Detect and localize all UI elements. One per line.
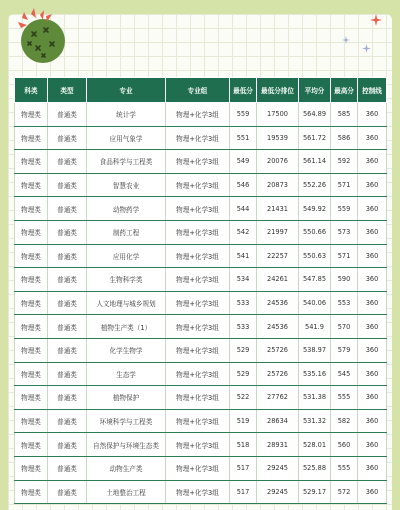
min-score-cell: 549 xyxy=(230,150,257,174)
max-score-cell: 590 xyxy=(331,268,358,292)
major-cell: 智慧农业 xyxy=(87,173,166,197)
min-rank-cell: 27762 xyxy=(257,386,299,410)
avg-score-cell: 561.72 xyxy=(299,126,331,150)
min-rank-cell: 25726 xyxy=(257,362,299,386)
major-cell: 土地整治工程 xyxy=(87,480,166,504)
column-header-min-rank: 最低分排位 xyxy=(257,78,299,103)
min-rank-cell: 28634 xyxy=(257,409,299,433)
max-score-cell: 572 xyxy=(331,480,358,504)
major-group-cell: 物理+化学3组 xyxy=(166,220,230,244)
control-line-cell: 360 xyxy=(358,338,387,362)
min-score-cell: 517 xyxy=(230,456,257,480)
subject-category-cell: 物理类 xyxy=(15,433,48,457)
major-cell: 人文地理与城乡规划 xyxy=(87,291,166,315)
table-row xyxy=(15,220,387,244)
table-row xyxy=(15,338,387,362)
major-group-cell: 物理+化学3组 xyxy=(166,386,230,410)
type-cell: 普通类 xyxy=(48,480,87,504)
subject-category-cell: 物理类 xyxy=(15,126,48,150)
major-cell: 生态学 xyxy=(87,362,166,386)
avg-score-cell: 531.32 xyxy=(299,409,331,433)
min-score-cell: 534 xyxy=(230,268,257,292)
type-cell: 普通类 xyxy=(48,291,87,315)
type-cell: 普通类 xyxy=(48,173,87,197)
min-rank-cell: 25726 xyxy=(257,338,299,362)
subject-category-cell: 物理类 xyxy=(15,220,48,244)
major-group-cell: 物理+化学3组 xyxy=(166,126,230,150)
table-row xyxy=(15,480,387,504)
min-score-cell: 551 xyxy=(230,126,257,150)
subject-category-cell: 物理类 xyxy=(15,362,48,386)
type-cell: 普通类 xyxy=(48,315,87,339)
major-group-cell: 物理+化学3组 xyxy=(166,409,230,433)
control-line-cell: 360 xyxy=(358,126,387,150)
min-score-cell: 559 xyxy=(230,103,257,127)
column-header-max-score: 最高分 xyxy=(331,78,358,103)
column-header-min-score: 最低分 xyxy=(230,78,257,103)
header-row xyxy=(15,78,387,103)
min-rank-cell: 19539 xyxy=(257,126,299,150)
control-line-cell: 360 xyxy=(358,268,387,292)
max-score-cell: 553 xyxy=(331,291,358,315)
max-score-cell: 571 xyxy=(331,173,358,197)
subject-category-cell: 物理类 xyxy=(15,268,48,292)
min-score-cell: 544 xyxy=(230,197,257,221)
type-cell: 普通类 xyxy=(48,103,87,127)
avg-score-cell: 529.17 xyxy=(299,480,331,504)
table-row xyxy=(15,409,387,433)
major-group-cell: 物理+化学3组 xyxy=(166,338,230,362)
min-score-cell: 529 xyxy=(230,362,257,386)
major-cell: 统计学 xyxy=(87,103,166,127)
major-group-cell: 物理+化学3组 xyxy=(166,456,230,480)
control-line-cell: 360 xyxy=(358,480,387,504)
max-score-cell: 555 xyxy=(331,386,358,410)
major-group-cell: 物理+化学3组 xyxy=(166,150,230,174)
table-row xyxy=(15,126,387,150)
max-score-cell: 585 xyxy=(331,103,358,127)
subject-category-cell: 物理类 xyxy=(15,315,48,339)
min-rank-cell: 21997 xyxy=(257,220,299,244)
column-header-major: 专业 xyxy=(87,78,166,103)
max-score-cell: 573 xyxy=(331,220,358,244)
control-line-cell: 360 xyxy=(358,433,387,457)
subject-category-cell: 物理类 xyxy=(15,386,48,410)
avg-score-cell: 550.63 xyxy=(299,244,331,268)
avg-score-cell: 540.06 xyxy=(299,291,331,315)
max-score-cell: 582 xyxy=(331,409,358,433)
max-score-cell: 555 xyxy=(331,456,358,480)
min-score-cell: 518 xyxy=(230,433,257,457)
control-line-cell: 360 xyxy=(358,173,387,197)
type-cell: 普通类 xyxy=(48,220,87,244)
min-score-cell: 529 xyxy=(230,338,257,362)
control-line-cell: 360 xyxy=(358,103,387,127)
max-score-cell: 571 xyxy=(331,244,358,268)
major-group-cell: 物理+化学3组 xyxy=(166,173,230,197)
max-score-cell: 570 xyxy=(331,315,358,339)
max-score-cell: 545 xyxy=(331,362,358,386)
min-rank-cell: 22257 xyxy=(257,244,299,268)
table-row xyxy=(15,244,387,268)
min-score-cell: 541 xyxy=(230,244,257,268)
avg-score-cell: 564.89 xyxy=(299,103,331,127)
max-score-cell: 592 xyxy=(331,150,358,174)
min-rank-cell: 24261 xyxy=(257,268,299,292)
major-cell: 食品科学与工程类 xyxy=(87,150,166,174)
cactus-icon xyxy=(14,4,66,64)
major-cell: 植物保护 xyxy=(87,386,166,410)
max-score-cell: 579 xyxy=(331,338,358,362)
major-group-cell: 物理+化学3组 xyxy=(166,103,230,127)
avg-score-cell: 549.92 xyxy=(299,197,331,221)
min-rank-cell: 20873 xyxy=(257,173,299,197)
type-cell: 普通类 xyxy=(48,362,87,386)
control-line-cell: 360 xyxy=(358,150,387,174)
table-body xyxy=(15,103,387,504)
table-row xyxy=(15,197,387,221)
subject-category-cell: 物理类 xyxy=(15,150,48,174)
max-score-cell: 586 xyxy=(331,126,358,150)
major-cell: 应用气象学 xyxy=(87,126,166,150)
max-score-cell: 560 xyxy=(331,433,358,457)
avg-score-cell: 528.01 xyxy=(299,433,331,457)
avg-score-cell: 552.26 xyxy=(299,173,331,197)
avg-score-cell: 541.9 xyxy=(299,315,331,339)
table-row xyxy=(15,173,387,197)
type-cell: 普通类 xyxy=(48,386,87,410)
major-cell: 自然保护与环境生态类 xyxy=(87,433,166,457)
min-score-cell: 546 xyxy=(230,173,257,197)
min-score-cell: 519 xyxy=(230,409,257,433)
table-row xyxy=(15,362,387,386)
subject-category-cell: 物理类 xyxy=(15,244,48,268)
min-rank-cell: 29245 xyxy=(257,480,299,504)
column-header-avg-score: 平均分 xyxy=(299,78,331,103)
subject-category-cell: 物理类 xyxy=(15,197,48,221)
control-line-cell: 360 xyxy=(358,456,387,480)
min-rank-cell: 24536 xyxy=(257,315,299,339)
column-header-major-group: 专业组 xyxy=(166,78,230,103)
control-line-cell: 360 xyxy=(358,386,387,410)
major-group-cell: 物理+化学3组 xyxy=(166,197,230,221)
type-cell: 普通类 xyxy=(48,409,87,433)
table-row xyxy=(15,268,387,292)
subject-category-cell: 物理类 xyxy=(15,456,48,480)
avg-score-cell: 525.88 xyxy=(299,456,331,480)
control-line-cell: 360 xyxy=(358,220,387,244)
major-group-cell: 物理+化学3组 xyxy=(166,268,230,292)
min-score-cell: 522 xyxy=(230,386,257,410)
control-line-cell: 360 xyxy=(358,291,387,315)
table-row xyxy=(15,315,387,339)
major-cell: 动物药学 xyxy=(87,197,166,221)
table-row xyxy=(15,386,387,410)
avg-score-cell: 538.97 xyxy=(299,338,331,362)
control-line-cell: 360 xyxy=(358,244,387,268)
subject-category-cell: 物理类 xyxy=(15,409,48,433)
min-score-cell: 517 xyxy=(230,480,257,504)
sparkle-icon xyxy=(362,44,371,53)
min-rank-cell: 21431 xyxy=(257,197,299,221)
subject-category-cell: 物理类 xyxy=(15,103,48,127)
subject-category-cell: 物理类 xyxy=(15,480,48,504)
table-row xyxy=(15,291,387,315)
major-cell: 生物科学类 xyxy=(87,268,166,292)
major-cell: 动物生产类 xyxy=(87,456,166,480)
max-score-cell: 559 xyxy=(331,197,358,221)
table-header xyxy=(15,78,387,103)
major-cell: 化学生物学 xyxy=(87,338,166,362)
type-cell: 普通类 xyxy=(48,338,87,362)
table-row xyxy=(15,456,387,480)
type-cell: 普通类 xyxy=(48,456,87,480)
control-line-cell: 360 xyxy=(358,315,387,339)
major-group-cell: 物理+化学3组 xyxy=(166,433,230,457)
table-row xyxy=(15,150,387,174)
column-header-control-line: 控制线 xyxy=(358,78,387,103)
control-line-cell: 360 xyxy=(358,409,387,433)
major-group-cell: 物理+化学3组 xyxy=(166,244,230,268)
major-cell: 制药工程 xyxy=(87,220,166,244)
admission-scores-table xyxy=(14,77,387,504)
column-header-subject-category: 科类 xyxy=(15,78,48,103)
subject-category-cell: 物理类 xyxy=(15,291,48,315)
subject-category-cell: 物理类 xyxy=(15,338,48,362)
min-rank-cell: 29245 xyxy=(257,456,299,480)
table-row xyxy=(15,433,387,457)
table-row xyxy=(15,103,387,127)
type-cell: 普通类 xyxy=(48,197,87,221)
min-score-cell: 533 xyxy=(230,291,257,315)
type-cell: 普通类 xyxy=(48,150,87,174)
avg-score-cell: 531.38 xyxy=(299,386,331,410)
type-cell: 普通类 xyxy=(48,126,87,150)
major-cell: 环境科学与工程类 xyxy=(87,409,166,433)
min-score-cell: 542 xyxy=(230,220,257,244)
avg-score-cell: 535.16 xyxy=(299,362,331,386)
avg-score-cell: 550.66 xyxy=(299,220,331,244)
column-header-type: 类型 xyxy=(48,78,87,103)
avg-score-cell: 561.14 xyxy=(299,150,331,174)
min-rank-cell: 24536 xyxy=(257,291,299,315)
major-cell: 植物生产类（1） xyxy=(87,315,166,339)
min-score-cell: 533 xyxy=(230,315,257,339)
sparkle-icon xyxy=(342,36,350,44)
type-cell: 普通类 xyxy=(48,244,87,268)
min-rank-cell: 17500 xyxy=(257,103,299,127)
major-cell: 应用化学 xyxy=(87,244,166,268)
sparkle-icon xyxy=(370,14,382,26)
type-cell: 普通类 xyxy=(48,433,87,457)
min-rank-cell: 20076 xyxy=(257,150,299,174)
major-group-cell: 物理+化学3组 xyxy=(166,480,230,504)
type-cell: 普通类 xyxy=(48,268,87,292)
min-rank-cell: 28931 xyxy=(257,433,299,457)
control-line-cell: 360 xyxy=(358,362,387,386)
subject-category-cell: 物理类 xyxy=(15,173,48,197)
major-group-cell: 物理+化学3组 xyxy=(166,291,230,315)
major-group-cell: 物理+化学3组 xyxy=(166,315,230,339)
control-line-cell: 360 xyxy=(358,197,387,221)
avg-score-cell: 547.85 xyxy=(299,268,331,292)
major-group-cell: 物理+化学3组 xyxy=(166,362,230,386)
